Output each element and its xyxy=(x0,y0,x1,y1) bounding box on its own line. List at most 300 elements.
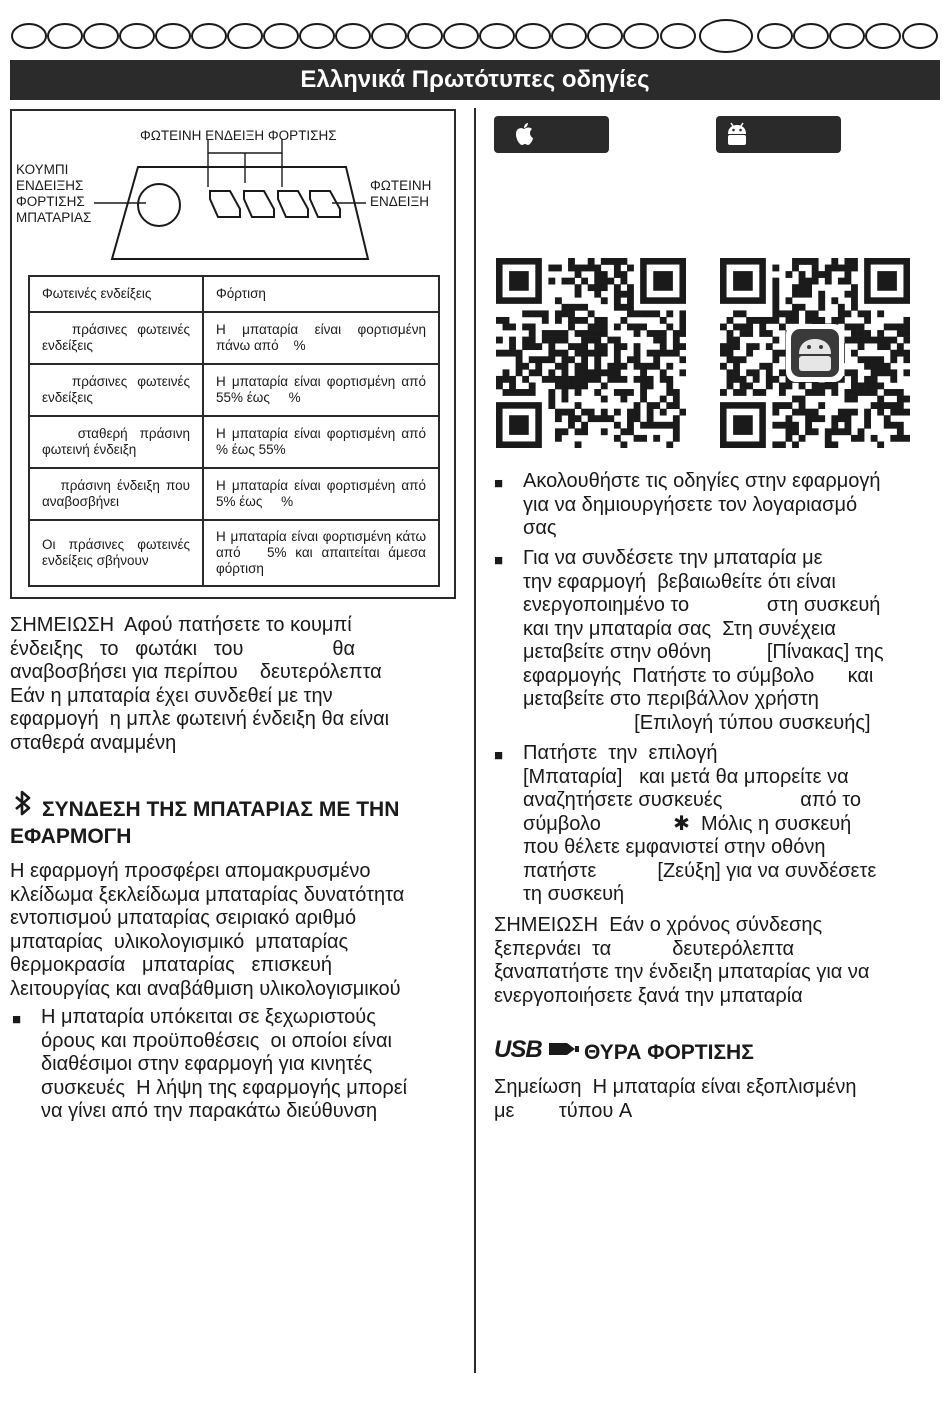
qr-module xyxy=(851,258,858,265)
qr-module xyxy=(575,265,582,272)
qr-module xyxy=(766,317,773,324)
qr-module xyxy=(601,396,608,403)
qr-module xyxy=(607,369,614,376)
qr-module xyxy=(634,402,641,409)
qr-module xyxy=(601,350,608,357)
qr-module xyxy=(581,350,588,357)
qr-module xyxy=(575,428,582,435)
qr-module xyxy=(503,350,510,357)
qr-module xyxy=(812,258,819,265)
text-line: και την μπαταρία σας Στη συνέχεια xyxy=(523,617,836,640)
qr-module xyxy=(614,324,621,331)
qr-module xyxy=(871,435,878,442)
qr-module xyxy=(627,409,634,416)
qr-module xyxy=(548,330,555,337)
qr-module xyxy=(858,428,865,435)
qr-module xyxy=(877,369,884,376)
qr-module xyxy=(733,324,740,331)
qr-module xyxy=(772,297,779,304)
qr-module xyxy=(627,291,634,298)
qr-module xyxy=(673,435,680,442)
qr-module xyxy=(740,310,747,317)
qr-module xyxy=(890,402,897,409)
qr-module xyxy=(727,350,734,357)
text-line: σας xyxy=(523,517,557,539)
qr-finder-pattern xyxy=(720,258,766,304)
qr-module xyxy=(575,402,582,409)
qr-module xyxy=(720,363,727,370)
qr-module xyxy=(660,330,667,337)
text-line: όρους και προϋποθέσεις οι οποίοι είναι xyxy=(41,1029,392,1052)
qr-module xyxy=(792,304,799,311)
qr-module xyxy=(890,337,897,344)
qr-module xyxy=(594,376,601,383)
qr-module xyxy=(831,389,838,396)
qr-module xyxy=(666,422,673,429)
qr-module xyxy=(588,350,595,357)
qr-module xyxy=(884,337,891,344)
qr-module xyxy=(864,317,871,324)
qr-module xyxy=(890,376,897,383)
qr-module xyxy=(620,343,627,350)
qr-module xyxy=(568,317,575,324)
qr-module xyxy=(838,409,845,416)
qr-module xyxy=(903,396,910,403)
qr-module xyxy=(653,402,660,409)
qr-module xyxy=(799,409,806,416)
qr-module xyxy=(647,363,654,370)
qr-module xyxy=(740,330,747,337)
text-line: Η εφαρμογή προσφέρει απομακρυσμένο xyxy=(10,860,371,882)
qr-module xyxy=(779,310,786,317)
qr-module xyxy=(805,278,812,285)
qr-module xyxy=(660,376,667,383)
qr-module xyxy=(562,304,569,311)
qr-module xyxy=(555,310,562,317)
qr-module xyxy=(509,389,516,396)
qr-module xyxy=(581,265,588,272)
qr-module xyxy=(851,330,858,337)
qr-module xyxy=(614,291,621,298)
qr-module xyxy=(647,409,654,416)
qr-module xyxy=(647,422,654,429)
qr-module xyxy=(509,350,516,357)
qr-module xyxy=(542,310,549,317)
table-header-row xyxy=(29,276,439,312)
text-line: συσκευές Η λήψη της εφαρμογής μπορεί xyxy=(41,1076,408,1099)
qr-module xyxy=(503,317,510,324)
list-item-text xyxy=(41,1006,456,1124)
qr-module xyxy=(864,337,871,344)
qr-module xyxy=(575,304,582,311)
qr-module xyxy=(818,415,825,422)
qr-module xyxy=(496,317,503,324)
qr-module xyxy=(871,402,878,409)
qr-module xyxy=(890,409,897,416)
qr-module xyxy=(640,389,647,396)
qr-module xyxy=(562,376,569,383)
qr-module xyxy=(733,389,740,396)
qr-module xyxy=(871,356,878,363)
qr-module xyxy=(555,317,562,324)
qr-module xyxy=(844,409,851,416)
qr-module xyxy=(562,382,569,389)
qr-module xyxy=(792,428,799,435)
qr-module xyxy=(601,330,608,337)
qr-module xyxy=(601,324,608,331)
qr-module xyxy=(660,350,667,357)
qr-module xyxy=(601,428,608,435)
text-line: την εφαρμογή βεβαιωθείτε ότι είναι xyxy=(523,570,836,593)
qr-module xyxy=(588,284,595,291)
qr-module xyxy=(647,382,654,389)
list-item-text xyxy=(523,547,940,735)
qr-module xyxy=(562,350,569,357)
qr-module xyxy=(555,382,562,389)
qr-module xyxy=(766,363,773,370)
qr-module xyxy=(772,291,779,298)
qr-module xyxy=(871,337,878,344)
qr-module xyxy=(614,356,621,363)
ios-qr-code[interactable] xyxy=(496,258,686,448)
google-play-button[interactable] xyxy=(716,116,841,153)
qr-module xyxy=(548,396,555,403)
qr-module xyxy=(851,297,858,304)
qr-module xyxy=(858,343,865,350)
qr-module xyxy=(555,330,562,337)
text-line: Πατήστε την επιλογή xyxy=(523,742,718,764)
qr-module xyxy=(607,337,614,344)
qr-module xyxy=(529,382,536,389)
qr-module xyxy=(666,389,673,396)
qr-module xyxy=(812,428,819,435)
qr-module xyxy=(614,343,621,350)
qr-module xyxy=(746,330,753,337)
text-line: μεταβείτε στο περιβάλλον χρήστη xyxy=(523,688,819,710)
qr-module xyxy=(727,376,734,383)
qr-module xyxy=(779,382,786,389)
qr-module xyxy=(588,265,595,272)
qr-module xyxy=(620,441,627,448)
text-line: ΣΗΜΕΙΩΣΗ Αφού πατήσετε το κουμπί xyxy=(10,614,352,636)
text-line: αναβοσβήσει για περίπου δευτερόλεπτα xyxy=(10,661,382,683)
qr-module xyxy=(897,330,904,337)
qr-module xyxy=(779,422,786,429)
qr-module xyxy=(634,356,641,363)
qr-module xyxy=(799,278,806,285)
qr-module xyxy=(562,428,569,435)
qr-module xyxy=(634,310,641,317)
usb-logo-text: USB xyxy=(494,1036,542,1063)
qr-module xyxy=(666,310,673,317)
qr-module xyxy=(673,422,680,429)
android-icon xyxy=(786,324,844,382)
qr-module xyxy=(838,317,845,324)
qr-module xyxy=(772,284,779,291)
qr-module xyxy=(858,324,865,331)
text-line: διαθέσιμοι στην εφαρμογή για κινητές xyxy=(41,1053,373,1075)
qr-module xyxy=(581,376,588,383)
qr-module xyxy=(858,337,865,344)
qr-module xyxy=(568,265,575,272)
qr-module xyxy=(620,396,627,403)
qr-module xyxy=(759,363,766,370)
qr-module xyxy=(529,389,536,396)
qr-module xyxy=(786,402,793,409)
text-line: σταθερά αναμμένη xyxy=(10,731,177,754)
text-line: σύμβολο ✱ Μόλις η συσκευή xyxy=(523,812,852,835)
qr-module xyxy=(890,435,897,442)
qr-module xyxy=(786,422,793,429)
qr-module xyxy=(496,376,503,383)
page-title: Ελληνικά Πρωτότυπες οδηγίες xyxy=(10,60,940,100)
qr-module xyxy=(799,435,806,442)
qr-module xyxy=(825,435,832,442)
qr-module xyxy=(581,382,588,389)
qr-module xyxy=(522,363,529,370)
qr-finder-pattern xyxy=(720,402,766,448)
qr-module xyxy=(568,304,575,311)
qr-module xyxy=(877,343,884,350)
table-cell: Η μπαταρία είναι φορτισμένη από 5% έως % xyxy=(203,468,439,520)
text-line: λειτουργίας και αναβάθμιση υλικολογισμικού xyxy=(10,977,401,1000)
qr-module xyxy=(864,415,871,422)
qr-module xyxy=(740,376,747,383)
qr-module xyxy=(772,350,779,357)
qr-module xyxy=(897,350,904,357)
qr-module xyxy=(805,409,812,416)
qr-module xyxy=(805,389,812,396)
qr-module xyxy=(805,310,812,317)
qr-module xyxy=(568,278,575,285)
text-line: [Επιλογή τύπου συσκευής] xyxy=(523,711,871,734)
label-line: ΚΟΥΜΠΙ xyxy=(16,162,69,177)
usb-plug-icon xyxy=(547,1040,581,1058)
qr-module xyxy=(812,389,819,396)
qr-module xyxy=(620,291,627,298)
android-qr-code[interactable] xyxy=(720,258,910,448)
qr-module xyxy=(594,265,601,272)
qr-module xyxy=(575,291,582,298)
qr-module xyxy=(792,284,799,291)
qr-module xyxy=(653,350,660,357)
qr-module xyxy=(799,304,806,311)
qr-module xyxy=(627,304,634,311)
qr-module xyxy=(740,382,747,389)
qr-module xyxy=(740,389,747,396)
label-charge-light: ΦΩΤΕΙΝΗ ΕΝΔΕΙΞΗ ΦΟΡΤΙΣΗΣ xyxy=(140,128,337,143)
qr-module xyxy=(851,435,858,442)
qr-module xyxy=(759,317,766,324)
qr-module xyxy=(588,310,595,317)
qr-module xyxy=(627,265,634,272)
qr-module xyxy=(799,402,806,409)
qr-module xyxy=(581,337,588,344)
qr-module xyxy=(640,310,647,317)
qr-module xyxy=(897,343,904,350)
qr-module xyxy=(864,389,871,396)
qr-module xyxy=(640,376,647,383)
qr-module xyxy=(903,324,910,331)
qr-module xyxy=(786,271,793,278)
qr-module xyxy=(766,330,773,337)
qr-module xyxy=(620,317,627,324)
qr-module xyxy=(562,409,569,416)
qr-module xyxy=(877,356,884,363)
qr-module xyxy=(890,356,897,363)
qr-module xyxy=(733,376,740,383)
qr-module xyxy=(786,415,793,422)
qr-module xyxy=(575,284,582,291)
qr-module xyxy=(772,356,779,363)
title-line: ΕΦΑΡΜΟΓΗ xyxy=(10,825,132,848)
usb-logo xyxy=(494,1036,581,1064)
qr-module xyxy=(838,310,845,317)
label-line: ΕΝΔΕΙΞΗΣ xyxy=(16,178,84,193)
qr-module xyxy=(555,350,562,357)
label-line: ΜΠΑΤΑΡΙΑΣ xyxy=(16,210,92,225)
qr-module xyxy=(838,278,845,285)
qr-module xyxy=(673,337,680,344)
qr-module xyxy=(640,435,647,442)
table-row xyxy=(29,364,439,416)
qr-module xyxy=(640,369,647,376)
qr-module xyxy=(509,382,516,389)
text-line: Η μπαταρία υπόκειται σε ξεχωριστούς xyxy=(41,1006,376,1028)
qr-module xyxy=(844,265,851,272)
qr-module xyxy=(522,389,529,396)
qr-module xyxy=(673,402,680,409)
text-line: ξαναπατήστε την ένδειξη μπαταρίας για να xyxy=(494,961,870,983)
qr-module xyxy=(812,310,819,317)
qr-module xyxy=(522,324,529,331)
qr-module xyxy=(733,310,740,317)
qr-module xyxy=(727,343,734,350)
qr-module xyxy=(799,271,806,278)
qr-module xyxy=(786,297,793,304)
qr-module xyxy=(871,363,878,370)
qr-module xyxy=(779,402,786,409)
qr-module xyxy=(851,337,858,344)
table-cell: πράσινη ένδειξη που αναβοσβήνει xyxy=(29,468,203,520)
qr-module xyxy=(594,284,601,291)
text-line: θερμοκρασία μπαταρίας επισκευή xyxy=(10,954,332,976)
qr-module xyxy=(627,310,634,317)
qr-module xyxy=(825,428,832,435)
qr-module xyxy=(529,369,536,376)
usb-note-paragraph xyxy=(494,1076,940,1123)
bullet-mark: ■ xyxy=(494,747,504,764)
qr-module xyxy=(516,363,523,370)
qr-module xyxy=(607,258,614,265)
qr-module xyxy=(562,337,569,344)
qr-module xyxy=(897,422,904,429)
qr-module xyxy=(555,337,562,344)
qr-module xyxy=(679,409,686,416)
qr-module xyxy=(884,369,891,376)
qr-module xyxy=(858,435,865,442)
app-store-button[interactable] xyxy=(494,116,609,153)
qr-module xyxy=(516,369,523,376)
qr-module xyxy=(812,382,819,389)
qr-module xyxy=(871,382,878,389)
qr-module xyxy=(594,389,601,396)
qr-module xyxy=(805,258,812,265)
qr-finder-pattern xyxy=(864,258,910,304)
note-connection-timeout xyxy=(494,914,940,1008)
qr-module xyxy=(588,330,595,337)
qr-module xyxy=(496,382,503,389)
qr-module xyxy=(548,376,555,383)
qr-module xyxy=(555,428,562,435)
qr-module xyxy=(844,337,851,344)
qr-module xyxy=(864,409,871,416)
qr-module xyxy=(575,382,582,389)
qr-module xyxy=(653,310,660,317)
qr-module xyxy=(851,382,858,389)
battery-indicator-figure xyxy=(10,109,456,599)
qr-module xyxy=(818,402,825,409)
qr-module xyxy=(792,422,799,429)
text-line: που θέλετε εμφανιστεί στην οθόνη xyxy=(523,836,826,858)
qr-module xyxy=(588,258,595,265)
qr-module xyxy=(562,310,569,317)
qr-module xyxy=(548,389,555,396)
qr-module xyxy=(844,422,851,429)
qr-module xyxy=(851,369,858,376)
column-divider xyxy=(474,108,476,1373)
qr-module xyxy=(620,389,627,396)
android-icon xyxy=(724,122,750,147)
qr-module xyxy=(825,271,832,278)
qr-module xyxy=(575,350,582,357)
qr-module xyxy=(568,422,575,429)
qr-module xyxy=(818,317,825,324)
qr-module xyxy=(792,317,799,324)
qr-module xyxy=(634,330,641,337)
qr-module xyxy=(588,409,595,416)
qr-module xyxy=(581,278,588,285)
table-cell: Η μπαταρία είναι φορτισμένη από 55% έως % xyxy=(203,364,439,416)
qr-module xyxy=(903,356,910,363)
qr-module xyxy=(594,415,601,422)
qr-module xyxy=(653,435,660,442)
qr-module xyxy=(720,350,727,357)
qr-module xyxy=(575,343,582,350)
qr-module xyxy=(871,369,878,376)
qr-module xyxy=(601,415,608,422)
qr-module xyxy=(601,297,608,304)
qr-module xyxy=(831,415,838,422)
qr-module xyxy=(581,330,588,337)
qr-module xyxy=(844,396,851,403)
qr-module xyxy=(548,278,555,285)
qr-module xyxy=(871,376,878,383)
qr-module xyxy=(812,265,819,272)
qr-module xyxy=(851,291,858,298)
table-cell: σταθερή πράσινη φωτεινή ένδειξη xyxy=(29,416,203,468)
label-charge-button xyxy=(16,162,91,226)
qr-module xyxy=(673,428,680,435)
table-cell: Η μπαταρία είναι φορτισμένη πάνω από % xyxy=(203,312,439,364)
qr-module xyxy=(601,382,608,389)
qr-module xyxy=(831,441,838,448)
qr-module xyxy=(614,435,621,442)
qr-module xyxy=(568,376,575,383)
qr-module xyxy=(535,310,542,317)
title-line: ΣΥΝΔΕΣΗ ΤΗΣ ΜΠΑΤΑΡΙΑΣ ΜΕ ΤΗΝ xyxy=(42,798,400,821)
qr-module xyxy=(509,343,516,350)
